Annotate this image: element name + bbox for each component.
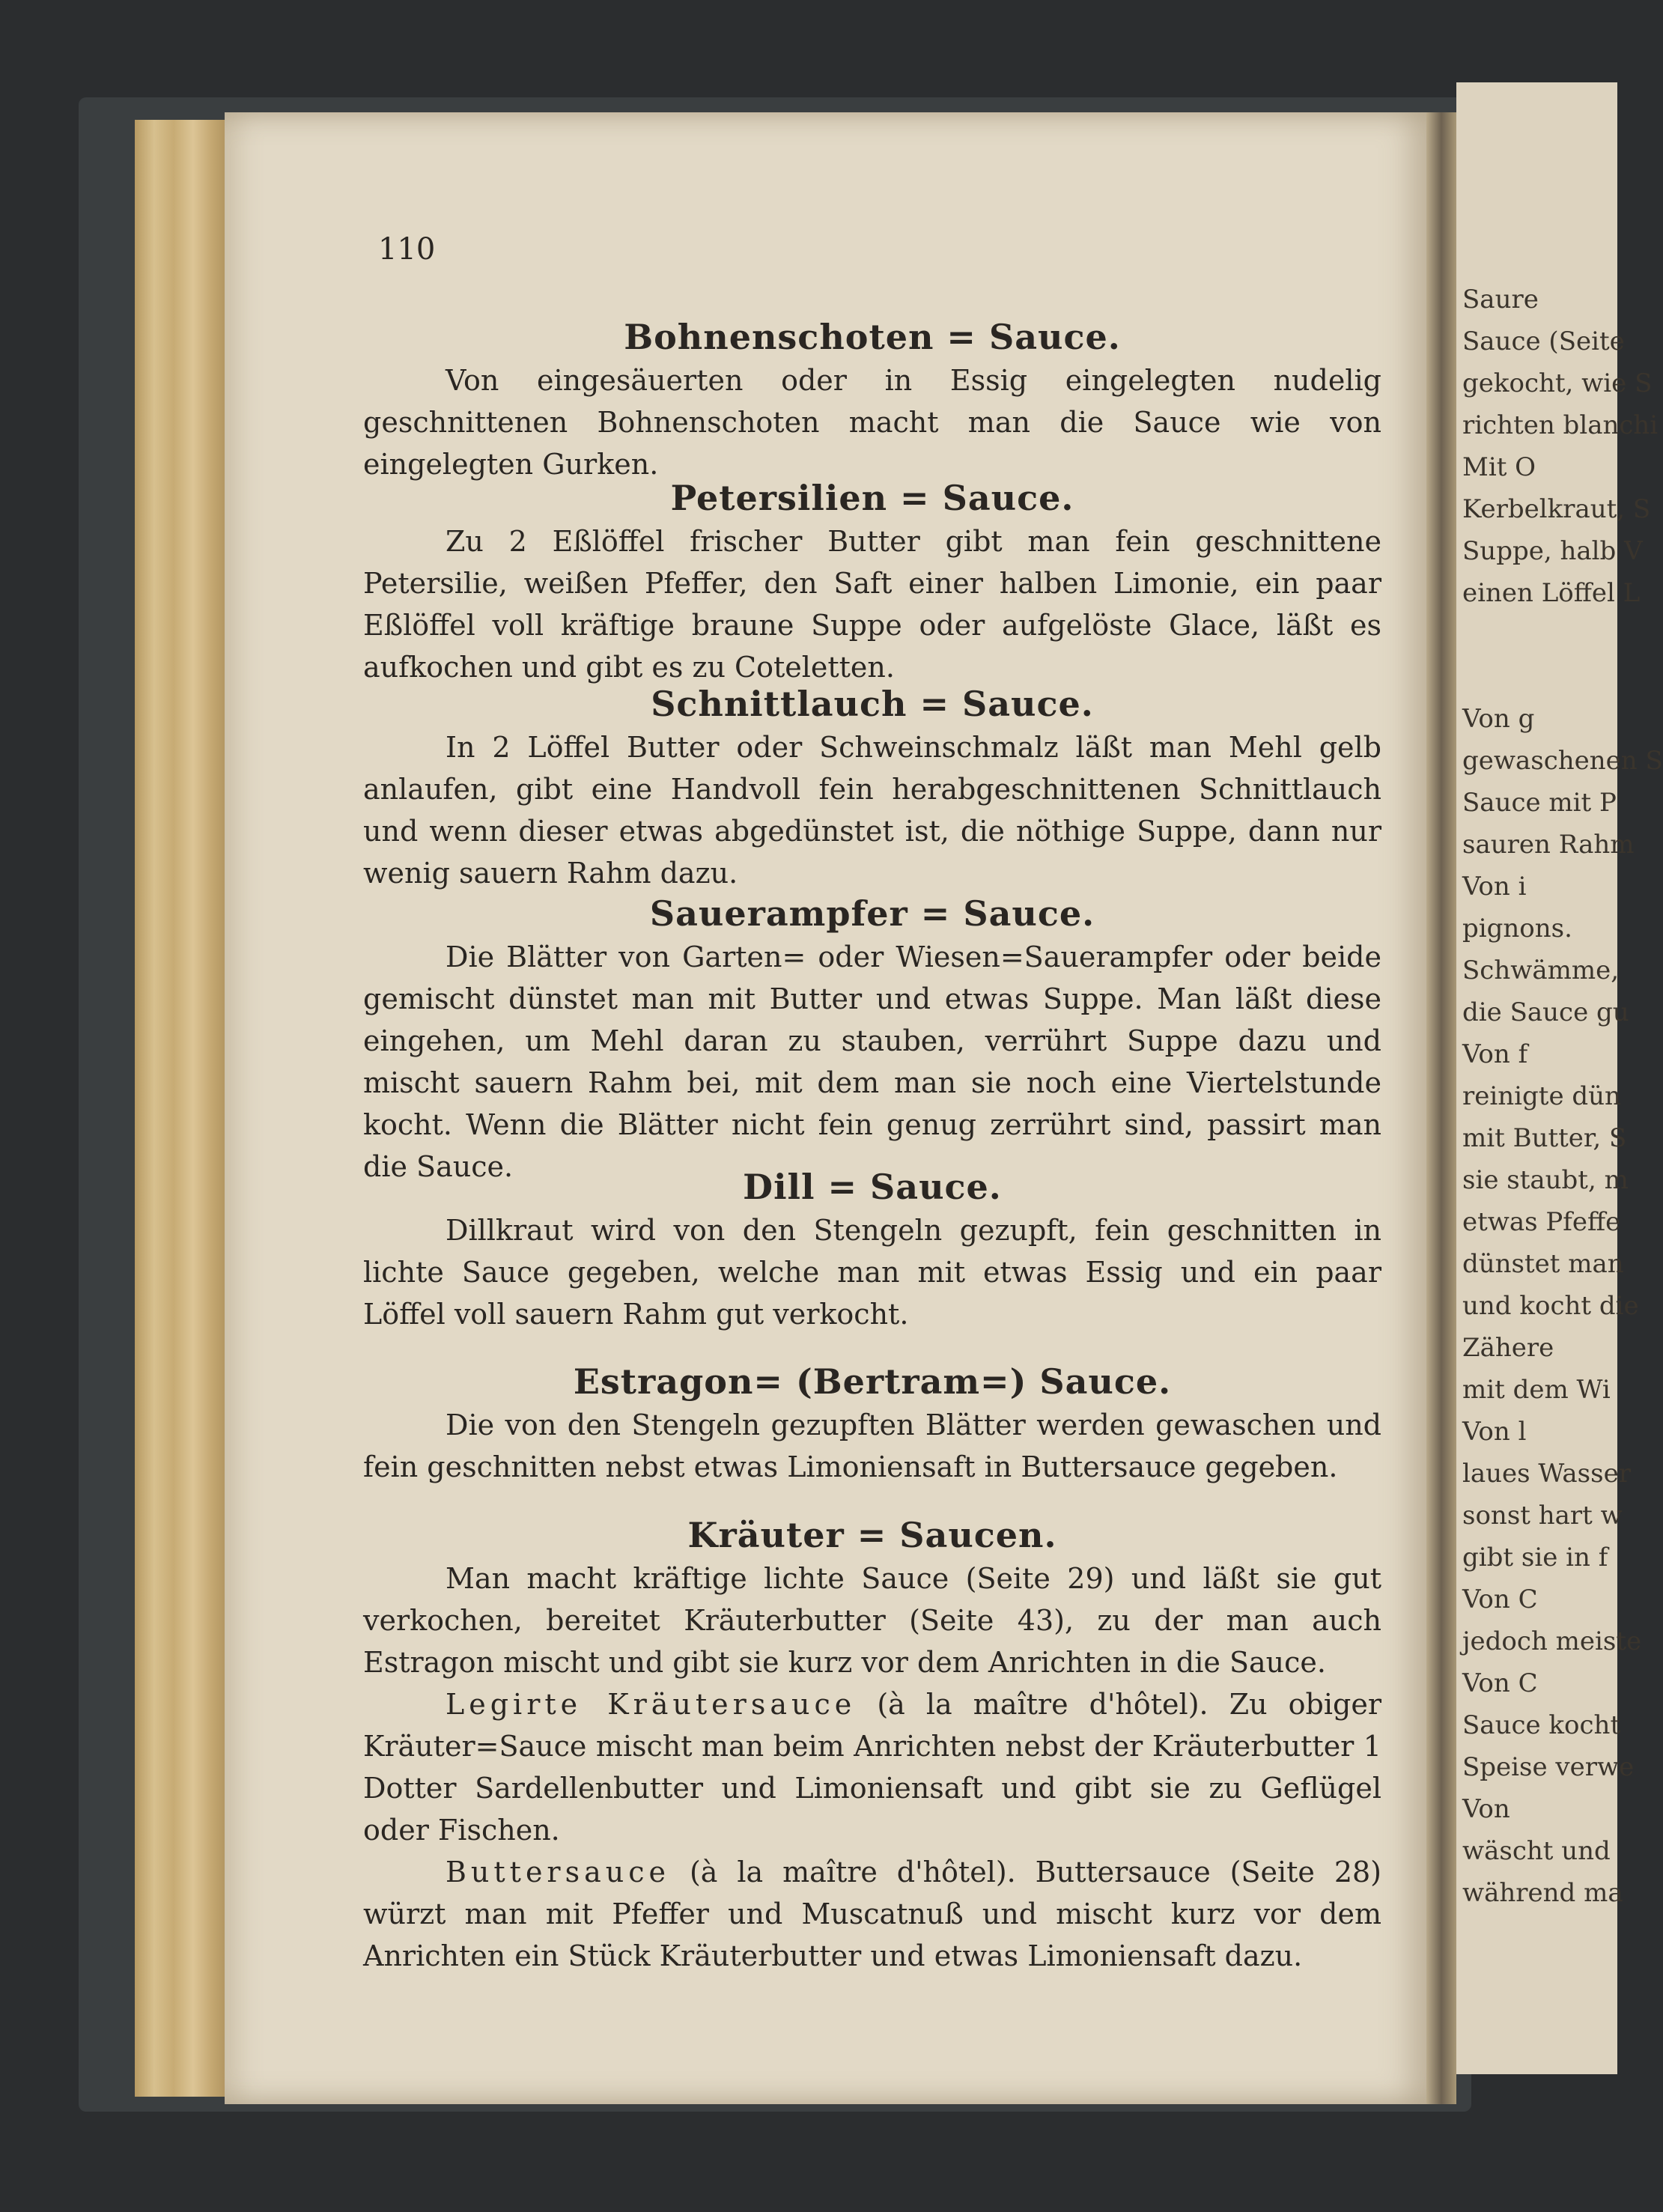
sub-paragraph bbox=[363, 1683, 1381, 1851]
section-bohnenschoten bbox=[363, 315, 1381, 485]
facing-page-line: sonst hart w bbox=[1462, 1501, 1623, 1531]
facing-page-line: Von bbox=[1462, 1794, 1510, 1824]
sub-paragraph-text: (à la maître d'hôtel). Zu obiger Kräuter=Sauce mischt man beim Anrichten nebst der Kräuterbutter 1 Dotter Sardellenbutter und Limoniensaft und gibt sie zu Geflügel oder Fischen. bbox=[363, 1688, 1381, 1847]
facing-page-line: reinigte dün bbox=[1462, 1081, 1621, 1111]
facing-page-line: Mit O bbox=[1462, 452, 1536, 482]
section-paragraph: Von eingesäuerten oder in Essig eingelegten nudelig geschnittenen Bohnenschoten macht man die Sauce wie von eingelegten Gurken. bbox=[363, 364, 1381, 481]
facing-page-line: Suppe, halb V bbox=[1462, 536, 1643, 566]
section-heading: Estragon= (Bertram=) Sauce. bbox=[573, 1361, 1172, 1402]
section-paragraph: Die Blätter von Garten= oder Wiesen=Sauerampfer oder beide gemischt dünstet man mit Butter und etwas Suppe. Man läßt diese eingehen, um Mehl daran zu stauben, verrührt Suppe dazu und mischt sauern Rahm bei, mit dem man sie noch eine Viertelstunde kocht. Wenn die Blätter nicht fein genug zerrührt sind, passirt man die Sauce. bbox=[363, 941, 1381, 1183]
facing-page-line: gewaschenen S bbox=[1462, 746, 1663, 776]
facing-page-line: richten blanchi bbox=[1462, 410, 1659, 440]
facing-page-line: Sauce (Seite bbox=[1462, 326, 1625, 356]
section-dill bbox=[363, 1164, 1381, 1335]
section-kraeuter bbox=[363, 1513, 1381, 1977]
section-heading: Schnittlauch = Sauce. bbox=[651, 684, 1094, 724]
facing-page-line: mit Butter, S bbox=[1462, 1123, 1627, 1153]
facing-page-line: mit dem Wi bbox=[1462, 1375, 1611, 1405]
section-heading: Kräuter = Saucen. bbox=[687, 1515, 1057, 1555]
section-heading: Bohnenschoten = Sauce. bbox=[624, 317, 1121, 357]
facing-page-line: Von C bbox=[1462, 1668, 1538, 1698]
facing-page-line: jedoch meiste bbox=[1462, 1626, 1642, 1656]
facing-page-line: gekocht, wie S bbox=[1462, 368, 1653, 398]
page-content bbox=[225, 112, 1434, 2104]
facing-page-line: laues Wasser bbox=[1462, 1459, 1631, 1489]
facing-page-line: Sauce mit P bbox=[1462, 788, 1617, 818]
facing-page-line: pignons. bbox=[1462, 914, 1572, 944]
facing-page-line: und kocht die bbox=[1462, 1291, 1639, 1321]
section-paragraph: In 2 Löffel Butter oder Schweinschmalz läßt man Mehl gelb anlaufen, gibt eine Handvoll fein herabgeschnittenen Schnittlauch und wenn dieser etwas abgedünstet ist, die nöthige Suppe, dann nur wenig sauern Rahm dazu. bbox=[363, 731, 1381, 890]
section-sauerampfer bbox=[363, 891, 1381, 1188]
facing-page-line: Saure bbox=[1462, 285, 1539, 315]
section-paragraph: Man macht kräftige lichte Sauce (Seite 29) und läßt sie gut verkochen, bereitet Kräuterbutter (Seite 43), zu der man auch Estragon mischt und gibt sie kurz vor dem Anrichten in die Sauce. bbox=[363, 1562, 1381, 1679]
section-heading: Petersilien = Sauce. bbox=[670, 478, 1074, 518]
facing-page-line: sie staubt, m bbox=[1462, 1165, 1629, 1195]
facing-page-line: dünstet man bbox=[1462, 1249, 1624, 1279]
facing-page bbox=[1456, 82, 1663, 2074]
facing-page-line: sauren Rahm bbox=[1462, 830, 1635, 860]
facing-page-line: Von i bbox=[1462, 872, 1527, 902]
sub-paragraph-lead: Buttersauce bbox=[446, 1856, 670, 1889]
facing-page-line: Von C bbox=[1462, 1584, 1538, 1614]
facing-page-line: Zähere bbox=[1462, 1333, 1554, 1363]
sub-paragraph bbox=[363, 1851, 1381, 1977]
section-petersilien bbox=[363, 475, 1381, 688]
facing-page-line: während ma bbox=[1462, 1878, 1623, 1908]
facing-page-line: Kerbelkraut, S bbox=[1462, 494, 1651, 524]
facing-page-line: Von g bbox=[1462, 704, 1535, 734]
facing-page-line: Von l bbox=[1462, 1417, 1527, 1447]
section-paragraph: Die von den Stengeln gezupften Blätter werden gewaschen und fein geschnitten nebst etwas Limoniensaft in Buttersauce gegeben. bbox=[363, 1409, 1381, 1483]
sub-paragraph-text: (à la maître d'hôtel). Buttersauce (Seite 28) würzt man mit Pfeffer und Muscatnuß und mischt kurz vor dem Anrichten ein Stück Kräuterbutter und etwas Limoniensaft dazu. bbox=[363, 1856, 1381, 1972]
facing-page-line: gibt sie in f bbox=[1462, 1543, 1608, 1573]
facing-page-line: einen Löffel L bbox=[1462, 578, 1641, 608]
section-schnittlauch bbox=[363, 681, 1381, 894]
section-heading: Dill = Sauce. bbox=[743, 1167, 1002, 1207]
section-paragraph: Zu 2 Eßlöffel frischer Butter gibt man fein geschnittene Petersilie, weißen Pfeffer, den Saft einer halben Limonie, ein paar Eßlöffel voll kräftige braune Suppe oder aufgelöste Glace, läßt es aufkochen und gibt es zu Coteletten. bbox=[363, 525, 1381, 684]
facing-page-line: Speise verwe bbox=[1462, 1752, 1635, 1782]
page-number: 110 bbox=[378, 232, 436, 267]
facing-page-line: wäscht und bbox=[1462, 1836, 1611, 1866]
facing-page-line: Von f bbox=[1462, 1039, 1528, 1069]
facing-page-line: etwas Pfeffe bbox=[1462, 1207, 1621, 1237]
page-edges bbox=[135, 120, 232, 2097]
section-paragraph: Dillkraut wird von den Stengeln gezupft, fein geschnitten in lichte Sauce gegeben, welche man mit etwas Essig und ein paar Löffel voll sauern Rahm gut verkocht. bbox=[363, 1214, 1381, 1331]
section-heading: Sauerampfer = Sauce. bbox=[649, 893, 1095, 934]
section-estragon bbox=[363, 1359, 1381, 1488]
facing-page-line: die Sauce gu bbox=[1462, 997, 1629, 1027]
facing-page-line: Schwämme, bbox=[1462, 955, 1620, 985]
sub-paragraph-lead: Legirte Kräutersauce bbox=[446, 1688, 857, 1721]
facing-page-line: Sauce kocht bbox=[1462, 1710, 1621, 1740]
